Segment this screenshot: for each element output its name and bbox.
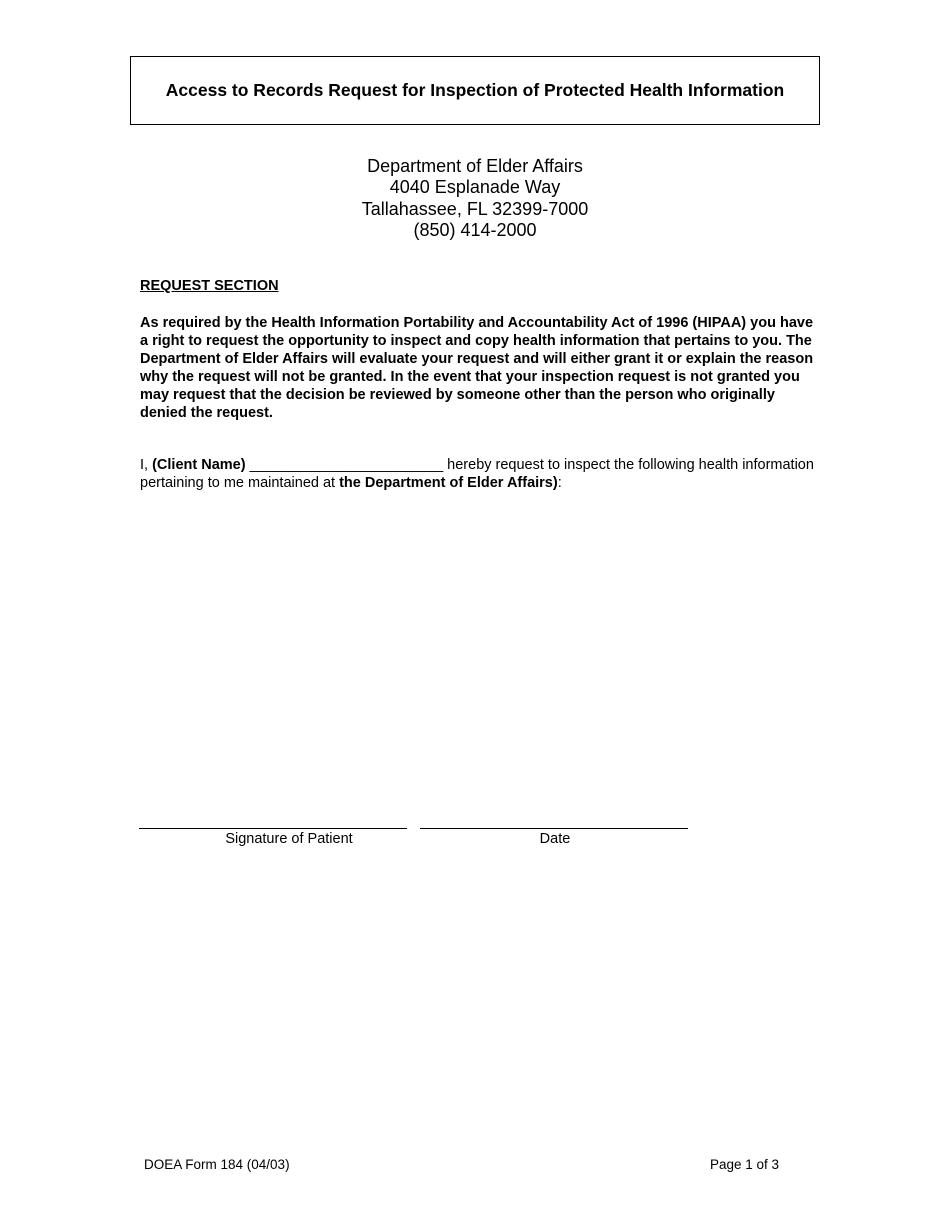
page-number: Page 1 of 3 [710,1157,780,1172]
statement-suffix: : [557,475,562,491]
form-title-box [130,56,820,125]
patient-signature-label: Signature of Patient [225,831,353,847]
statement-agency: the Department of Elder Affairs) [339,475,558,491]
date-label: Date [539,831,571,847]
statement-prefix: I, [140,457,153,473]
form-title: Access to Records Request for Inspection of Protected Health Information [165,80,785,100]
request-statement [140,456,820,492]
phone-number: (850) 414-2000 [413,219,537,240]
statement-middle: hereby request to inspect the following health information pertaining to me maintained at [140,457,814,491]
city-state-zip: Tallahassee, FL 32399-7000 [361,198,589,219]
hipaa-notice-paragraph: As required by the Health Information Portability and Accountability Act of 1996 (HIPAA) you have a right to request the opportunity to inspect and copy health information that pertains to you. The Department of Elder Affairs will evaluate your request and will either grant it or explain the reason why the request will not be granted. In the event that your inspection request is not granted you may request that the decision be reviewed by someone other than the person who originally denied the request. [140,315,814,421]
request-section-heading: REQUEST SECTION [140,278,279,294]
client-name-label: (Client Name) [152,457,246,473]
patient-signature-line[interactable] [139,828,407,829]
client-name-field[interactable]: ________________________ [245,457,448,473]
street-address: 4040 Esplanade Way [389,177,561,198]
date-line[interactable] [420,828,688,829]
department-name: Department of Elder Affairs [367,156,583,176]
agency-address-block [0,156,950,241]
form-number: DOEA Form 184 (04/03) [144,1157,290,1172]
